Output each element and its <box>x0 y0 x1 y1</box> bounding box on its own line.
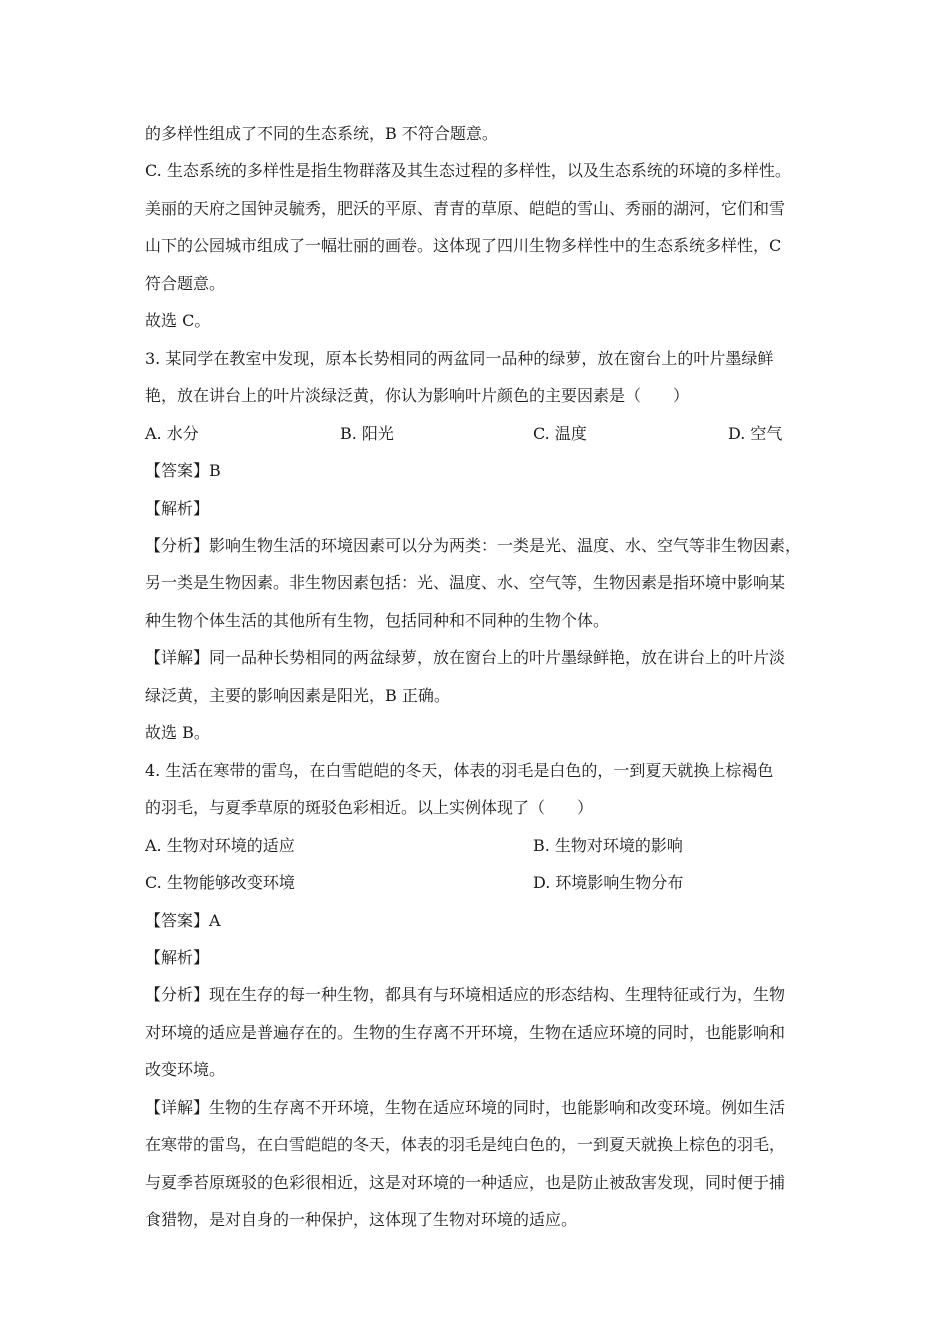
question-3-line: 3. 某同学在教室中发现，原本长势相同的两盆同一品种的绿萝，放在窗台上的叶片墨绿鲜 <box>145 349 774 368</box>
q3-option-c: C. 温度 <box>533 424 587 443</box>
analysis-label: 【解析】 <box>145 948 210 967</box>
text-line: 符合题意。 <box>145 274 226 293</box>
text-line: 故选 B。 <box>145 723 210 742</box>
text-line: 食猎物，是对自身的一种保护，这体现了生物对环境的适应。 <box>145 1210 578 1229</box>
text-line: 故选 C。 <box>145 311 211 330</box>
text-line: 对环境的适应是普遍存在的。生物的生存离不开环境，生物在适应环境的同时，也能影响和 <box>145 1023 786 1042</box>
text-line: 【分析】影响生物生活的环境因素可以分为两类：一类是光、温度、水、空气等非生物因素， <box>145 536 802 555</box>
text-line: 改变环境。 <box>145 1060 226 1079</box>
q4-option-d: D. 环境影响生物分布 <box>533 873 684 892</box>
q4-option-c: C. 生物能够改变环境 <box>145 873 295 892</box>
text-line: 【分析】现在生存的每一种生物，都具有与环境相适应的形态结构、生理特征或行为，生物 <box>145 985 786 1004</box>
text-line: 【详解】同一品种长势相同的两盆绿萝，放在窗台上的叶片墨绿鲜艳，放在讲台上的叶片淡 <box>145 648 786 667</box>
answer-label: 【答案】B <box>145 461 221 480</box>
q4-option-b: B. 生物对环境的影响 <box>533 836 683 855</box>
q3-option-d: D. 空气 <box>728 424 783 443</box>
q3-option-a: A. 水分 <box>145 424 199 443</box>
q3-option-b: B. 阳光 <box>340 424 394 443</box>
analysis-label: 【解析】 <box>145 499 210 518</box>
text-line: 【详解】生物的生存离不开环境，生物在适应环境的同时，也能影响和改变环境。例如生活 <box>145 1098 786 1117</box>
text-line: 绿泛黄，主要的影响因素是阳光，B 正确。 <box>145 686 450 705</box>
question-4-line: 的羽毛，与夏季草原的斑驳色彩相近。以上实例体现了（ ） <box>145 798 594 817</box>
text-line: 美丽的天府之国钟灵毓秀，肥沃的平原、青青的草原、皑皑的雪山、秀丽的湖河，它们和雪 <box>145 199 786 218</box>
text-line: 在寒带的雷鸟，在白雪皑皑的冬天，体表的羽毛是纯白色的，一到夏天就换上棕色的羽毛， <box>145 1135 786 1154</box>
answer-label: 【答案】A <box>145 911 221 930</box>
text-line: 的多样性组成了不同的生态系统，B 不符合题意。 <box>145 124 498 143</box>
text-line: 山下的公园城市组成了一幅壮丽的画卷。这体现了四川生物多样性中的生态系统多样性，C <box>145 236 782 255</box>
text-line: 另一类是生物因素。非生物因素包括：光、温度、水、空气等，生物因素是指环境中影响某 <box>145 573 786 592</box>
question-4-line: 4. 生活在寒带的雷鸟，在白雪皑皑的冬天，体表的羽毛是白色的，一到夏天就换上棕褐色 <box>145 761 774 780</box>
question-3-line: 艳，放在讲台上的叶片淡绿泛黄，你认为影响叶片颜色的主要因素是（ ） <box>145 386 690 405</box>
text-line: 种生物个体生活的其他所有生物，包括同种和不同种的生物个体。 <box>145 611 610 630</box>
q4-option-a: A. 生物对环境的适应 <box>145 836 295 855</box>
text-line: C. 生态系统的多样性是指生物群落及其生态过程的多样性，以及生态系统的环境的多样性。 <box>145 161 791 180</box>
text-line: 与夏季苔原斑驳的色彩很相近，这是对环境的一种适应，也是防止被敌害发现，同时便于捕 <box>145 1173 786 1192</box>
